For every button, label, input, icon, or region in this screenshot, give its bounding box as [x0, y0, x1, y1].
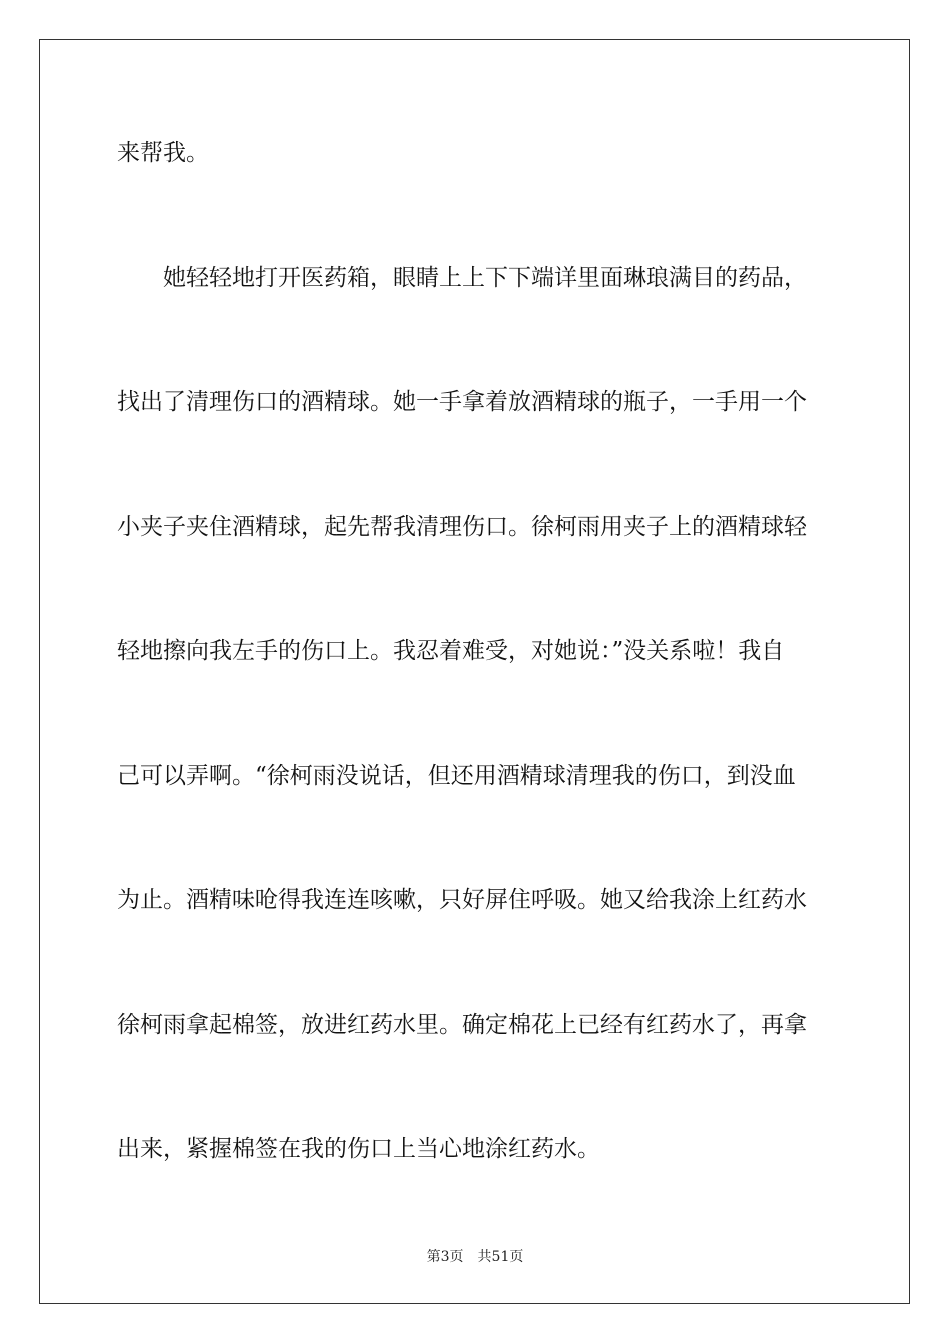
text-line-1: 来帮我。	[117, 140, 209, 166]
text-line-8: 徐柯雨拿起棉签，放进红药水里。确定棉花上已经有红药水了，再拿	[117, 1012, 807, 1038]
text-line-4: 小夹子夹住酒精球，起先帮我清理伤口。徐柯雨用夹子上的酒精球轻	[117, 514, 807, 540]
page-total: 共51页	[477, 1249, 524, 1265]
text-line-9: 出来，紧握棉签在我的伤口上当心地涂红药水。	[117, 1136, 600, 1162]
text-line-6: 己可以弄啊。“徐柯雨没说话，但还用酒精球清理我的伤口，到没血	[117, 763, 796, 789]
page-number: 第3页	[426, 1249, 464, 1265]
text-line-7: 为止。酒精味呛得我连连咳嗽，只好屏住呼吸。她又给我涂上红药水	[117, 887, 807, 913]
page-border	[39, 39, 910, 1304]
page-footer	[0, 1248, 950, 1266]
text-line-5: 轻地擦向我左手的伤口上。我忍着难受，对她说：”没关系啦！我自	[117, 638, 785, 664]
text-line-2: 她轻轻地打开医药箱，眼睛上上下下端详里面琳琅满目的药品，	[163, 265, 807, 291]
text-line-3: 找出了清理伤口的酒精球。她一手拿着放酒精球的瓶子，一手用一个	[117, 389, 807, 415]
